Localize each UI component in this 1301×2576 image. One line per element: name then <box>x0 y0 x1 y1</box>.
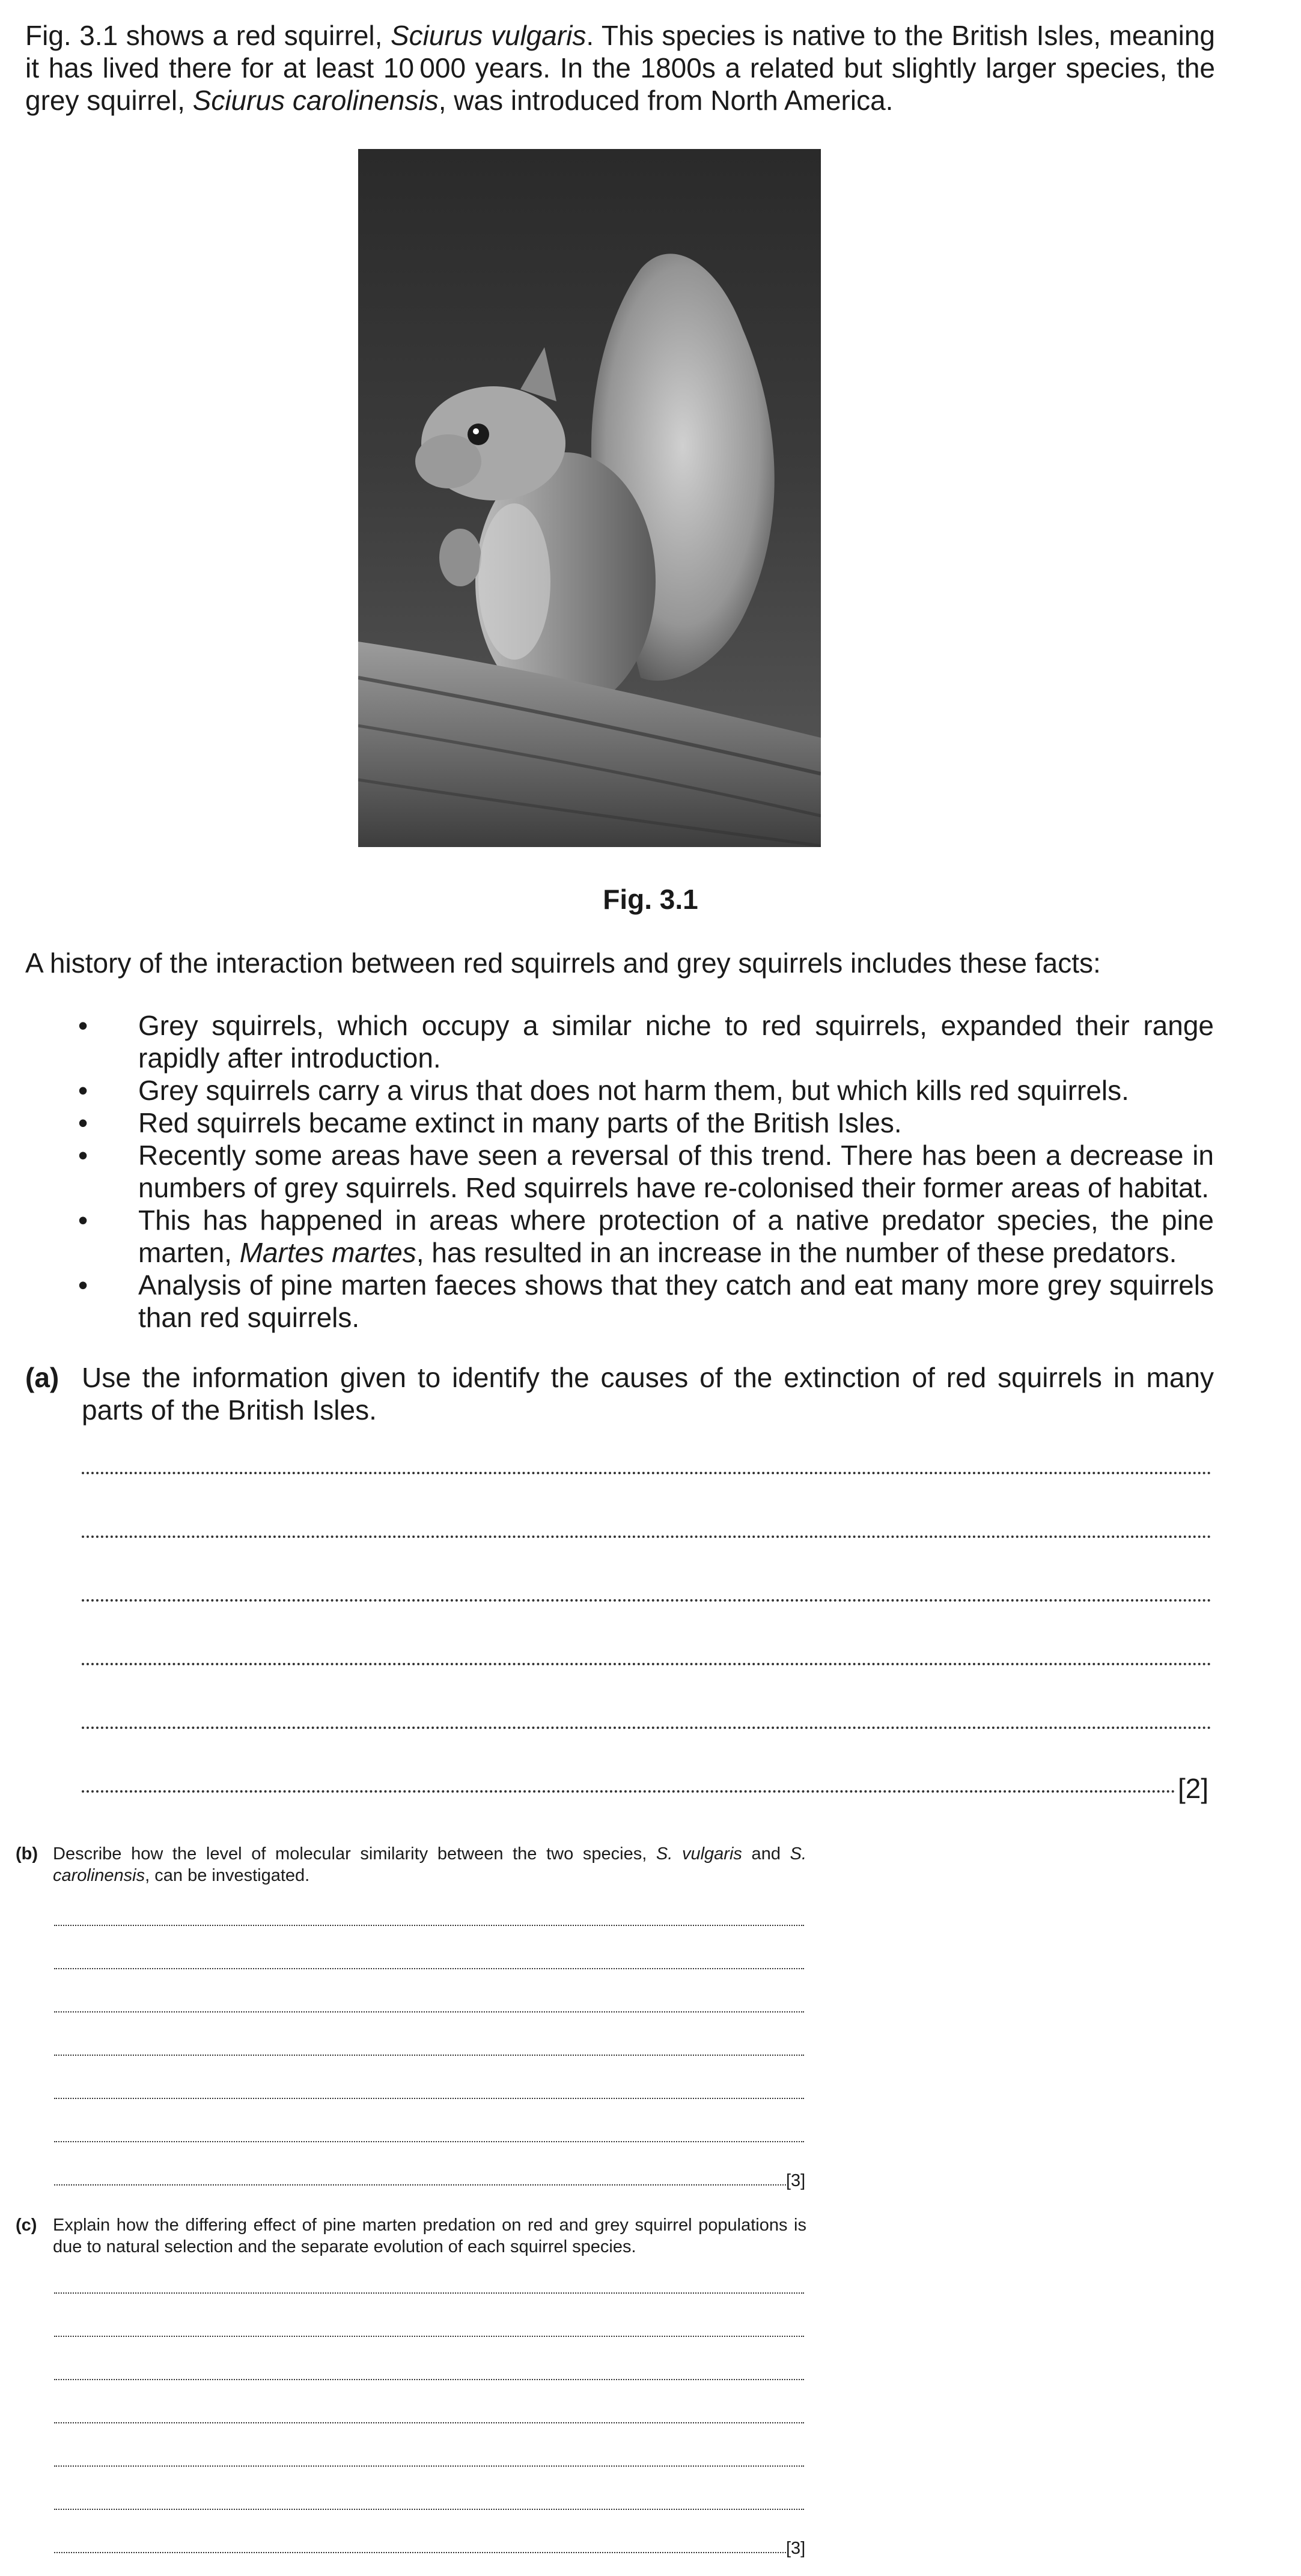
bullet-icon: • <box>78 1010 88 1041</box>
answer-line-b[interactable] <box>54 1968 804 1969</box>
bullet-icon: • <box>78 1204 88 1236</box>
answer-line-c[interactable] <box>54 2379 804 2380</box>
intro-text-3: , was introduced from North America. <box>438 85 894 116</box>
squirrel-photo <box>358 149 821 847</box>
question-c-label: (c) <box>16 2216 37 2235</box>
answer-line-a[interactable] <box>82 1599 1211 1602</box>
intro-text-2: . This species is native to the British Isles, meaning it has lived there for at least 10 000 years. In the 1800s a related but slightly larger species, the grey squirrel, <box>25 20 1215 116</box>
answer-line-c[interactable] <box>54 2509 804 2510</box>
question-b-text: Describe how the level of molecular similarity between the two species, S. vulgaris and S. carolinensis, can be investigated. <box>53 1844 807 1885</box>
answer-line-b[interactable] <box>54 2011 804 2012</box>
marks-a: [2] <box>1178 1773 1209 1804</box>
answer-line-a[interactable] <box>82 1536 1211 1538</box>
fact-item: • Red squirrels became extinct in many parts of the British Isles. <box>78 1107 902 1138</box>
answer-line-a[interactable] <box>82 1472 1211 1474</box>
bullet-icon: • <box>78 1107 88 1138</box>
answer-line-c[interactable] <box>54 2552 786 2553</box>
answer-line-b[interactable] <box>54 2184 786 2186</box>
bullet-icon: • <box>78 1269 88 1301</box>
answer-line-c[interactable] <box>54 2465 804 2467</box>
answer-line-a[interactable] <box>82 1727 1211 1729</box>
answer-line-c[interactable] <box>54 2422 804 2423</box>
squirrel-illustration <box>358 149 821 847</box>
facts-list <box>78 1009 1214 1334</box>
question-c-text: Explain how the differing effect of pine marten predation on red and grey squirrel populations is due to natural selection and the separate evolution of each squirrel species. <box>53 2216 806 2256</box>
intro-text-1: Fig. 3.1 shows a red squirrel, <box>25 20 391 51</box>
marks-c: [3] <box>786 2539 806 2558</box>
marks-b: [3] <box>786 2171 806 2190</box>
species-abbrev-red: S. vulgaris <box>656 1844 742 1864</box>
species-name-grey: Sciurus carolinensis <box>192 85 439 116</box>
fact-item: • Recently some areas have seen a reversal of this trend. There has been a decrease in numbers of grey squirrels. Red squirrels have re-colonised their former areas of habitat. <box>78 1140 1214 1203</box>
answer-line-b[interactable] <box>54 1925 804 1926</box>
species-abbrev-grey: S. carolinensis <box>53 1844 807 1885</box>
answer-line-b[interactable] <box>54 2141 804 2142</box>
question-a-text: Use the information given to identify the causes of the extinction of red squirrels in many parts of the British Isles. <box>82 1362 1214 1426</box>
bullet-icon: • <box>78 1075 88 1106</box>
answer-line-c[interactable] <box>54 2292 804 2294</box>
answer-line-c[interactable] <box>54 2336 804 2337</box>
answer-line-b[interactable] <box>54 2055 804 2056</box>
question-a-label: (a) <box>25 1362 59 1393</box>
question-b-label: (b) <box>16 1844 38 1864</box>
history-lead: A history of the interaction between red squirrels and grey squirrels includes these facts: <box>25 947 1101 979</box>
figure-caption: Fig. 3.1 <box>603 884 698 915</box>
answer-line-a[interactable] <box>82 1663 1211 1665</box>
intro-paragraph <box>25 19 1215 117</box>
answer-line-a[interactable] <box>82 1790 1175 1793</box>
fact-item: • Analysis of pine marten faeces shows that they catch and eat many more grey squirrels than red squirrels. <box>78 1269 1214 1333</box>
species-name-pine-marten: Martes martes <box>239 1237 416 1268</box>
bullet-icon: • <box>78 1140 88 1171</box>
fact-item: • Grey squirrels carry a virus that does not harm them, but which kills red squirrels. <box>78 1075 1129 1106</box>
species-name-red: Sciurus vulgaris <box>390 20 587 51</box>
fact-item: • This has happened in areas where protection of a native predator species, the pine marten, Martes martes, has resulted in an increase in the number of these predators. <box>78 1204 1214 1268</box>
fact-item: • Grey squirrels, which occupy a similar niche to red squirrels, expanded their range rapidly after introduction. <box>78 1010 1214 1074</box>
answer-line-b[interactable] <box>54 2098 804 2099</box>
